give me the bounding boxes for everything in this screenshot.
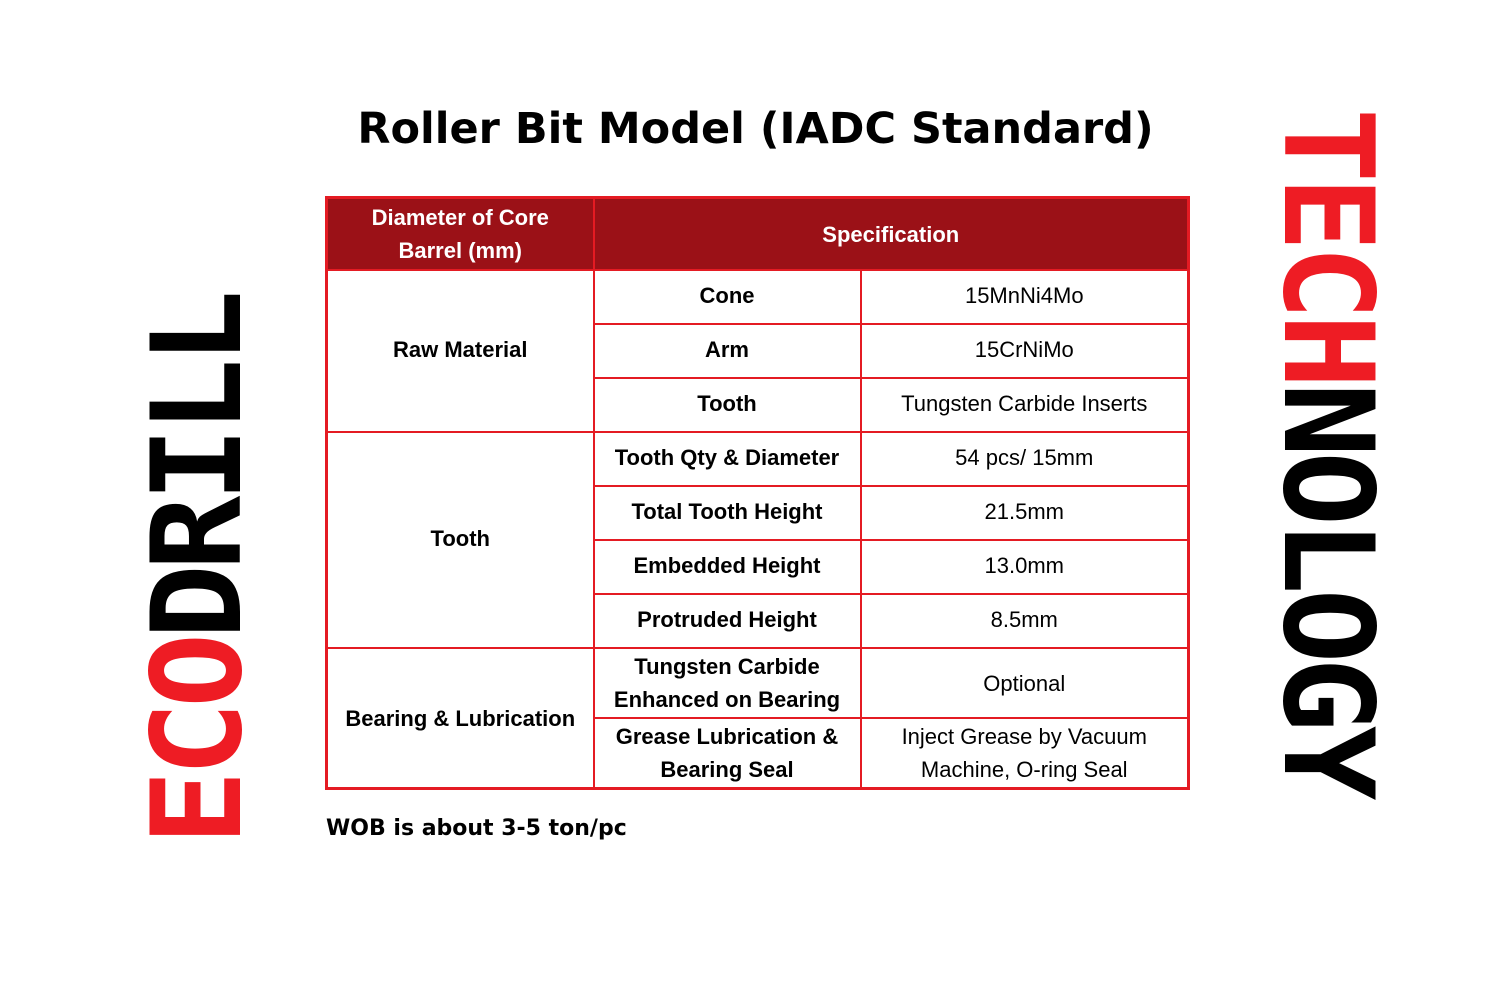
row-label: Total Tooth Height <box>594 486 861 540</box>
header-diameter: Diameter of Core Barrel (mm) <box>327 198 594 271</box>
row-value: 15CrNiMo <box>861 324 1189 378</box>
group-bearing-lubrication: Bearing & Lubrication <box>327 648 594 789</box>
row-value: 15MnNi4Mo <box>861 270 1189 324</box>
header-specification: Specification <box>594 198 1189 271</box>
row-value: Tungsten Carbide Inserts <box>861 378 1189 432</box>
row-value: 54 pcs/ 15mm <box>861 432 1189 486</box>
table-row <box>327 648 1189 718</box>
row-label: Cone <box>594 270 861 324</box>
row-label: Embedded Height <box>594 540 861 594</box>
group-raw-material: Raw Material <box>327 270 594 432</box>
table-row <box>327 432 1189 486</box>
row-label: Grease Lubrication & Bearing Seal <box>594 718 861 789</box>
row-value: 21.5mm <box>861 486 1189 540</box>
row-value: 13.0mm <box>861 540 1189 594</box>
row-value: Inject Grease by Vacuum Machine, O-ring Seal <box>861 718 1189 789</box>
row-label: Tooth Qty & Diameter <box>594 432 861 486</box>
row-label: Tungsten Carbide Enhanced on Bearing <box>594 648 861 718</box>
row-label: Arm <box>594 324 861 378</box>
brand-drill-text: DRILL <box>126 295 270 640</box>
table-row <box>327 270 1189 324</box>
row-value: 8.5mm <box>861 594 1189 648</box>
brand-eco-text: ECO <box>126 639 270 845</box>
row-value: Optional <box>861 648 1189 718</box>
brand-tech-text: TECH <box>1255 108 1399 383</box>
wob-note: WOB is about 3-5 ton/pc <box>326 816 627 841</box>
spec-table <box>325 196 1190 790</box>
group-tooth: Tooth <box>327 432 594 648</box>
row-label: Tooth <box>594 378 861 432</box>
brand-eco-drill <box>126 295 270 845</box>
table-header-row <box>327 198 1189 271</box>
brand-nology-text: NOLOGY <box>1255 382 1399 795</box>
brand-technology <box>1255 108 1399 795</box>
page-title: Roller Bit Model (IADC Standard) <box>357 104 1154 154</box>
row-label: Protruded Height <box>594 594 861 648</box>
